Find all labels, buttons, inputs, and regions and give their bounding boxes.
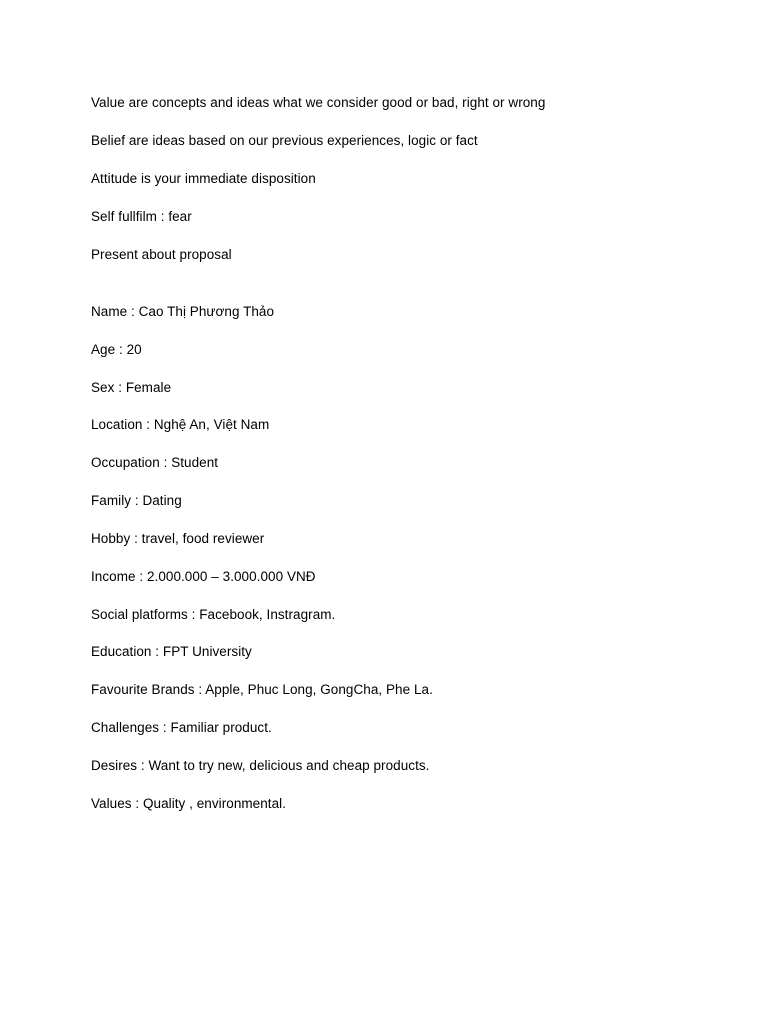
line-attitude-definition: Attitude is your immediate disposition	[91, 171, 316, 186]
line-challenges: Challenges : Familiar product.	[91, 720, 272, 735]
line-value-definition: Value are concepts and ideas what we consider good or bad, right or wrong	[91, 95, 546, 110]
line-age: Age : 20	[91, 342, 142, 357]
line-self-fulfilment: Self fullfilm : fear	[91, 209, 192, 224]
line-values: Values : Quality , environmental.	[91, 796, 286, 811]
line-belief-definition: Belief are ideas based on our previous experiences, logic or fact	[91, 133, 478, 148]
line-location: Location : Nghệ An, Việt Nam	[91, 417, 270, 432]
line-education: Education : FPT University	[91, 644, 252, 659]
line-income: Income : 2.000.000 – 3.000.000 VNĐ	[91, 569, 316, 584]
line-social-platforms: Social platforms : Facebook, Instragram.	[91, 607, 336, 622]
line-desires: Desires : Want to try new, delicious and cheap products.	[91, 758, 430, 773]
line-present-proposal: Present about proposal	[91, 247, 232, 262]
line-favourite-brands: Favourite Brands : Apple, Phuc Long, GongCha, Phe La.	[91, 682, 433, 697]
line-name: Name : Cao Thị Phương Thảo	[91, 304, 275, 319]
line-hobby: Hobby : travel, food reviewer	[91, 531, 265, 546]
line-family: Family : Dating	[91, 493, 182, 508]
line-sex: Sex : Female	[91, 380, 172, 395]
line-occupation: Occupation : Student	[91, 455, 219, 470]
